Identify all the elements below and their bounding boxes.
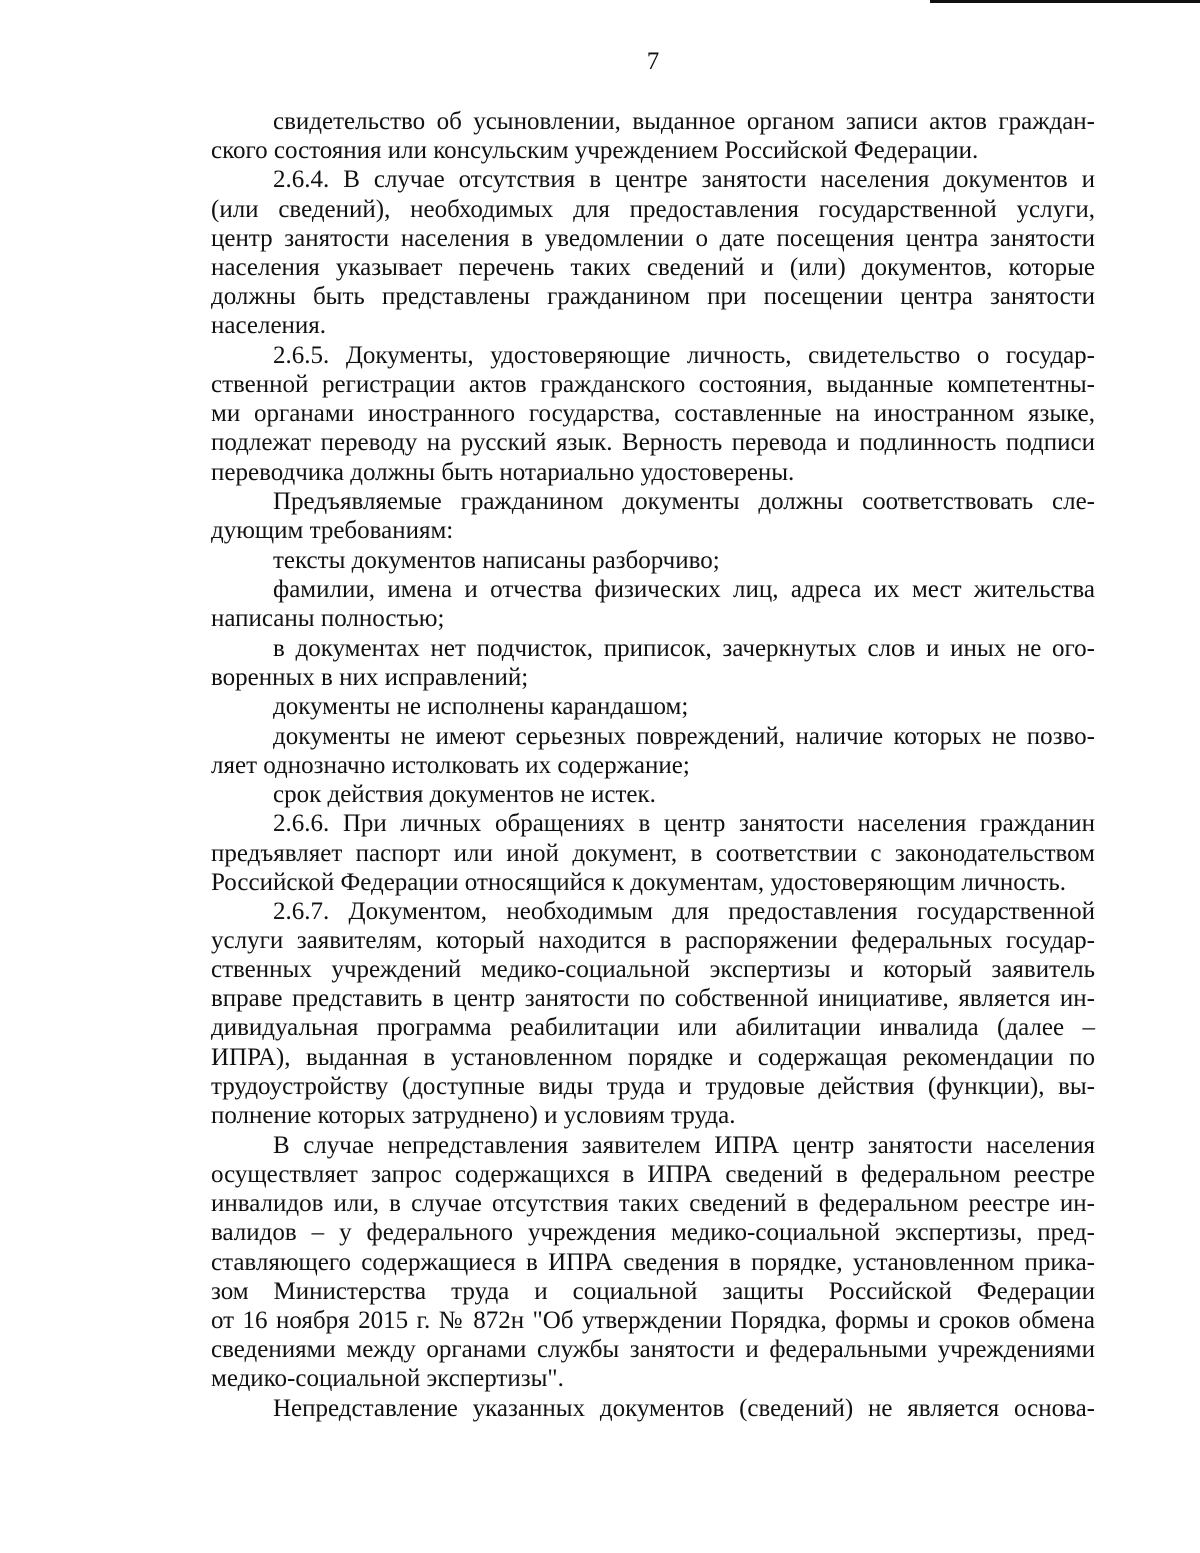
text-line: населения. [211, 312, 327, 339]
text-line: переводчика должны быть нотариально удостоверены. [211, 459, 795, 486]
text-line: (или сведений), необходимых для предоставления государственной услуги, [211, 196, 1095, 223]
text-line: 2.6.4. В случае отсутствия в центре занятости населения документов и [273, 166, 1095, 193]
text-line: должны быть представлены гражданином при посещении центра занятости [211, 283, 1095, 310]
text-line: ляет однозначно истолковать их содержание; [211, 752, 690, 779]
text-line: осуществляет запрос содержащихся в ИПРА сведений в федеральном реестре [211, 1161, 1095, 1188]
page-number: 7 [646, 48, 660, 75]
text-line: ми органами иностранного государства, составленные на иностранном языке, [211, 400, 1095, 427]
text-line: ственной регистрации актов гражданского состояния, выданные компетентны- [211, 371, 1095, 398]
text-line: предъявляет паспорт или иной документ, в соответствии с законодательством [211, 840, 1095, 867]
text-line: 2.6.6. При личных обращениях в центр занятости населения гражданин [273, 810, 1095, 837]
text-line: медико-социальной экспертизы". [211, 1365, 564, 1392]
text-line: 2.6.7. Документом, необходимым для предоставления государственной [273, 898, 1095, 925]
text-line: услуги заявителям, который находится в распоряжении федеральных государ- [211, 927, 1095, 954]
text-line: тексты документов написаны разборчиво; [273, 547, 720, 574]
text-line: зом Министерства труда и социальной защиты Российской Федерации [211, 1278, 1095, 1305]
text-line: свидетельство об усыновлении, выданное органом записи актов граждан- [273, 108, 1095, 135]
text-line: ИПРА), выданная в установленном порядке и содержащая рекомендации по [211, 1044, 1095, 1071]
text-line: полнение которых затруднено) и условиям труда. [211, 1102, 736, 1129]
text-line: фамилии, имена и отчества физических лиц, адреса их мест жительства [273, 576, 1095, 603]
top-rule [930, 0, 1200, 3]
text-line: от 16 ноября 2015 г. № 872н "Об утверждении Порядка, формы и сроков обмена [211, 1307, 1095, 1334]
text-line: Непредставление указанных документов (сведений) не является основа- [273, 1395, 1095, 1422]
text-line: написаны полностью; [211, 605, 445, 632]
text-line: валидов – у федерального учреждения медико-социальной экспертизы, пред- [211, 1219, 1095, 1246]
text-line: срок действия документов не истек. [273, 781, 656, 808]
text-line: дующим требованиям: [211, 517, 454, 544]
text-line: вправе представить в центр занятости по собственной инициативе, является ин- [211, 985, 1095, 1012]
text-line: дивидуальная программа реабилитации или абилитации инвалида (далее – [211, 1014, 1095, 1041]
text-line: сведениями между органами службы занятости и федеральными учреждениями [211, 1336, 1095, 1363]
text-line: населения указывает перечень таких сведений и (или) документов, которые [211, 254, 1095, 281]
text-line: документы не имеют серьезных повреждений, наличие которых не позво- [273, 723, 1095, 750]
text-line: ского состояния или консульским учреждением Российской Федерации. [211, 137, 979, 164]
text-line: В случае непредставления заявителем ИПРА центр занятости населения [273, 1132, 1095, 1159]
text-line: Российской Федерации относящийся к документам, удостоверяющим личность. [211, 869, 1067, 896]
text-line: ставляющего содержащиеся в ИПРА сведения в порядке, установленном прика- [211, 1249, 1095, 1276]
text-line: в документах нет подчисток, приписок, зачеркнутых слов и иных не ого- [273, 635, 1095, 662]
text-line: Предъявляемые гражданином документы должны соответствовать сле- [273, 488, 1095, 515]
text-line: документы не исполнены карандашом; [273, 693, 689, 720]
text-line: подлежат переводу на русский язык. Верность перевода и подлинность подписи [211, 429, 1095, 456]
text-line: воренных в них исправлений; [211, 664, 529, 691]
text-line: инвалидов или, в случае отсутствия таких сведений в федеральном реестре ин- [211, 1190, 1095, 1217]
text-line: ственных учреждений медико-социальной экспертизы и который заявитель [211, 956, 1095, 983]
text-line: центр занятости населения в уведомлении о дате посещения центра занятости [211, 225, 1095, 252]
text-line: трудоустройству (доступные виды труда и трудовые действия (функции), вы- [211, 1073, 1095, 1100]
text-line: 2.6.5. Документы, удостоверяющие личность, свидетельство о государ- [273, 342, 1095, 369]
